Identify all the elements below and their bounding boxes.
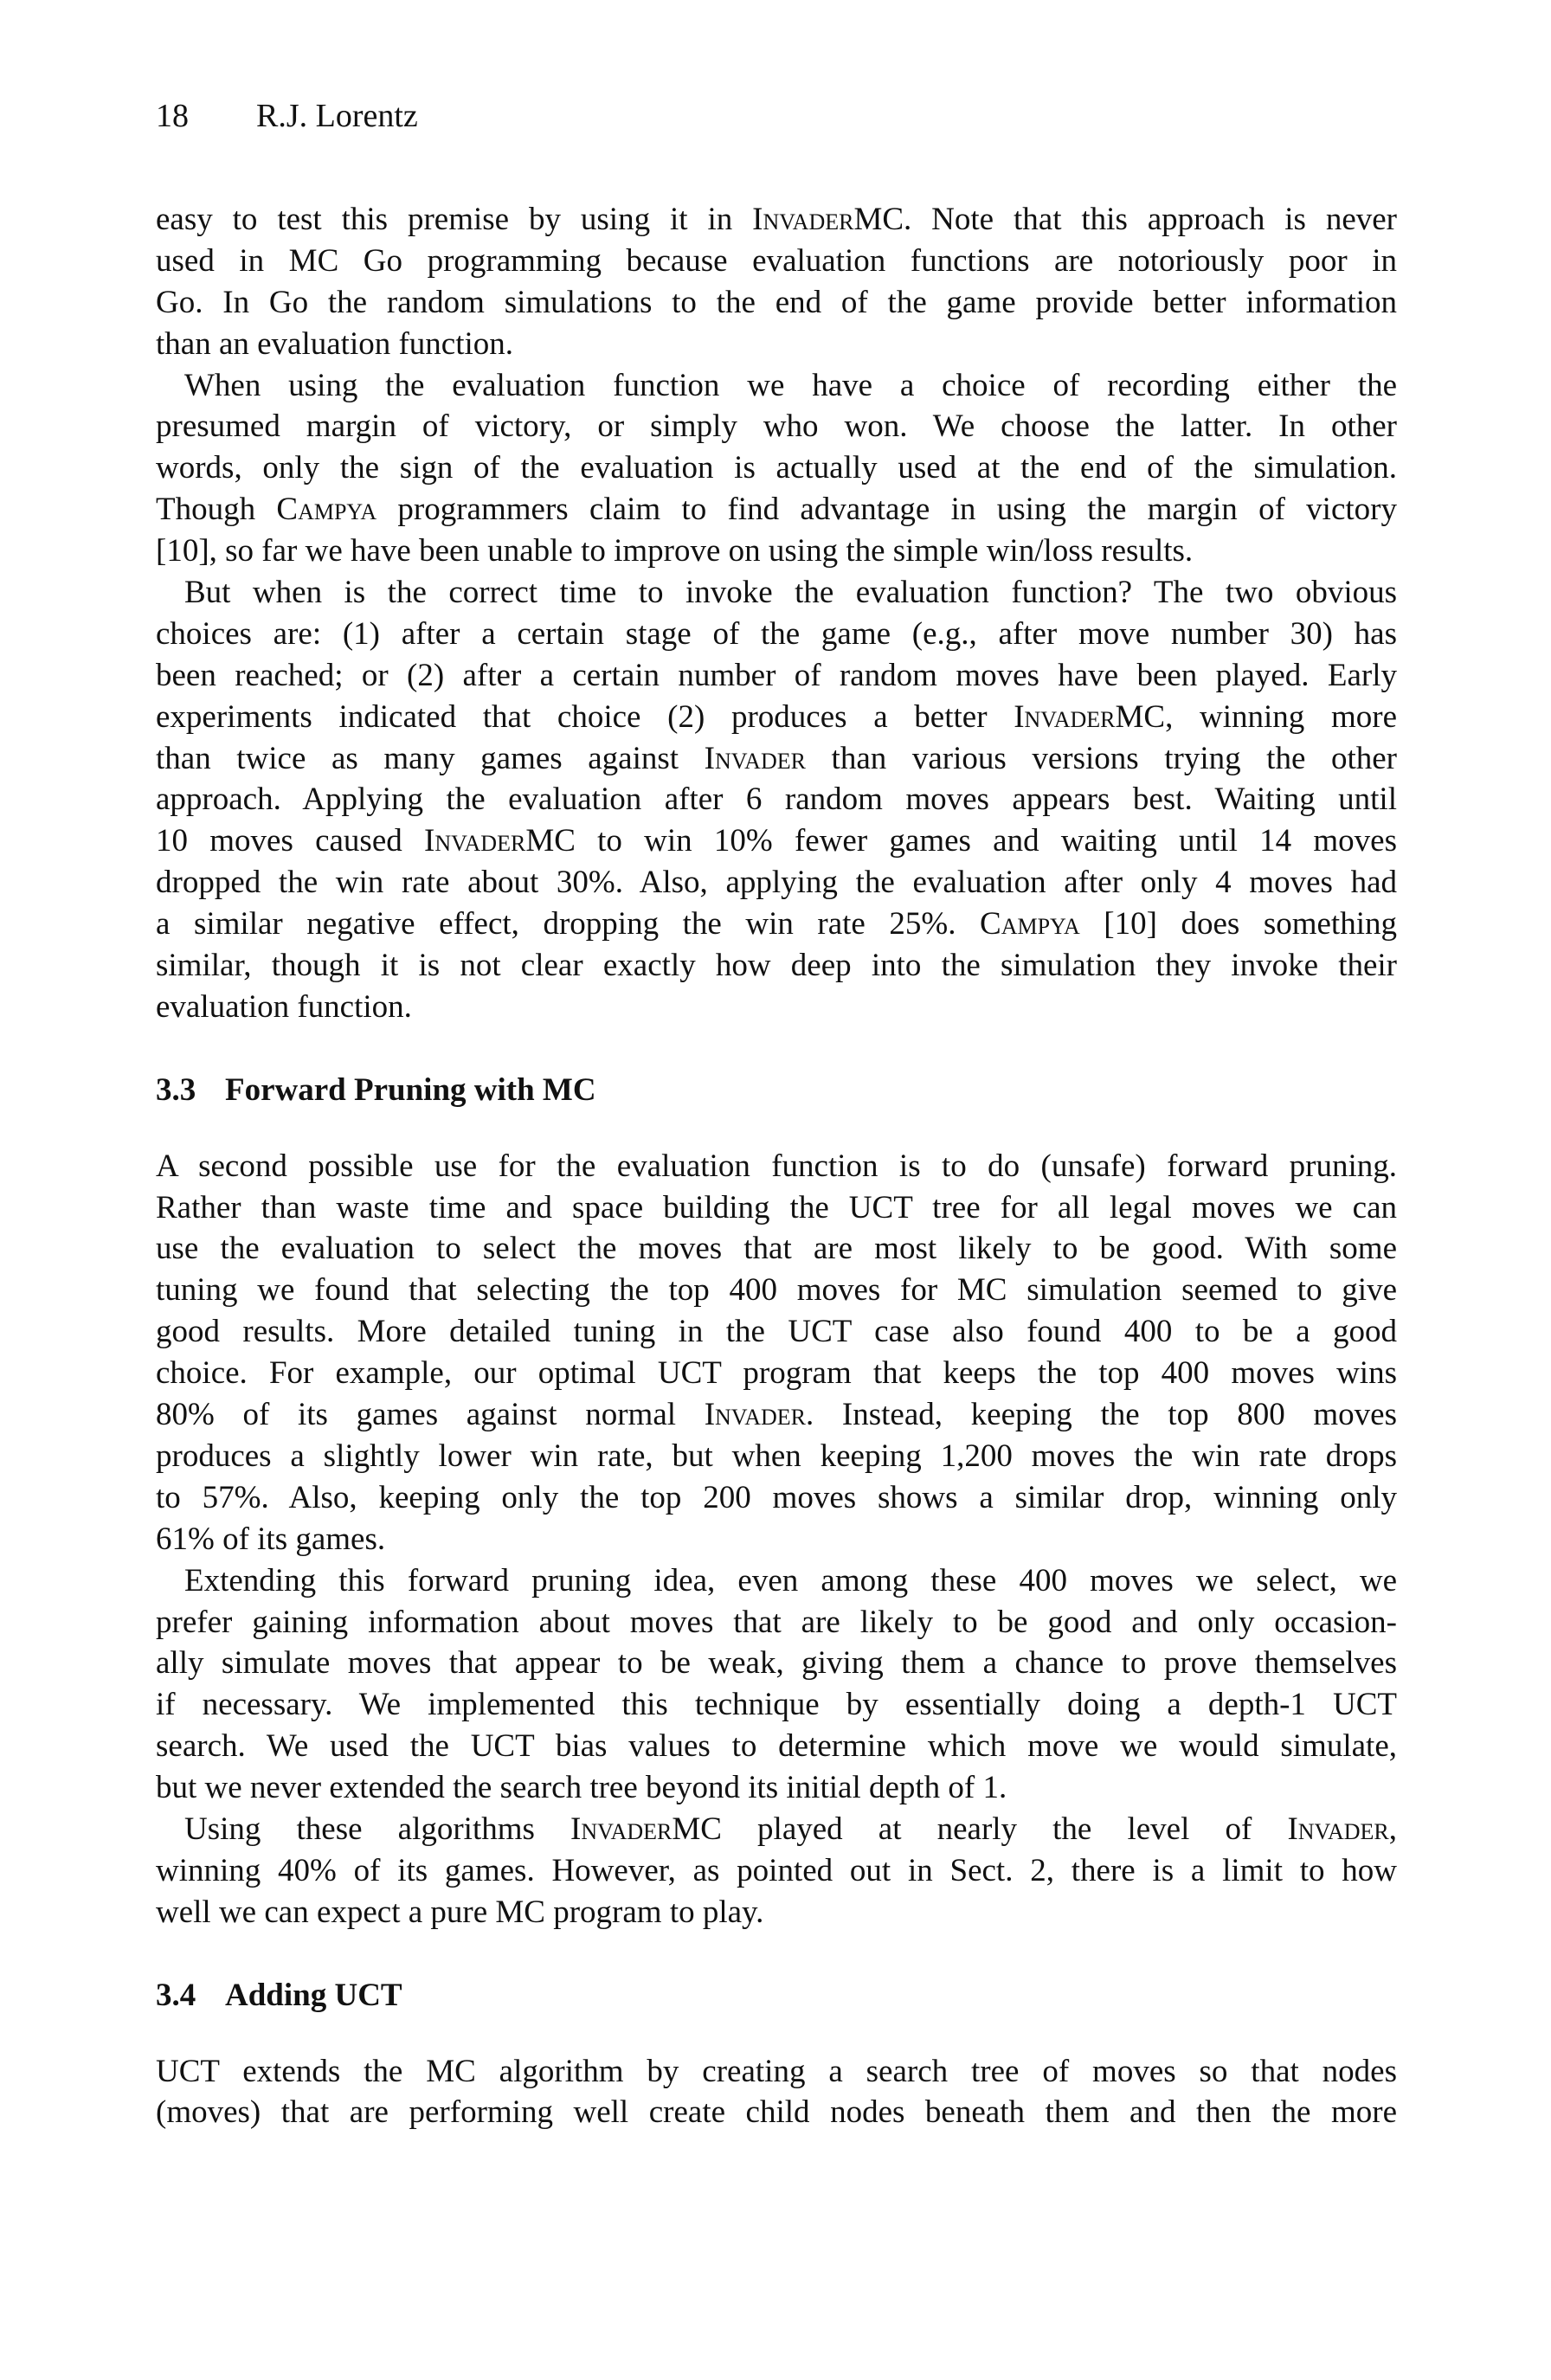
text-line: [10], so far we have been unable to improve on using the simple win/loss results.: [156, 533, 1194, 569]
text-line: A second possible use for the evaluation function is to do (unsafe) forward pruning.: [156, 1148, 1397, 1184]
text-line: used in MC Go programming because evaluation functions are notoriously poor in: [156, 242, 1397, 279]
text-line: winning 40% of its games. However, as pointed out in Sect. 2, there is a limit to how: [156, 1852, 1397, 1888]
text-line: When using the evaluation function we have a choice of recording either the: [184, 367, 1397, 403]
section-number: 3.3: [156, 1071, 196, 1108]
text-line: Go. In Go the random simulations to the end of the game provide better information: [156, 284, 1397, 320]
text-line: to 57%. Also, keeping only the top 200 moves shows a similar drop, winning only: [156, 1479, 1397, 1515]
text-line: But when is the correct time to invoke the evaluation function? The two obvious: [184, 575, 1397, 611]
running-author: R.J. Lorentz: [256, 98, 418, 134]
text-line: than an evaluation function.: [156, 325, 514, 362]
text-line: been reached; or (2) after a certain number of random moves have been played. Early: [156, 657, 1397, 693]
section-number: 3.4: [156, 1977, 196, 2013]
text-line: words, only the sign of the evaluation is actually used at the end of the simulation.: [156, 450, 1397, 486]
text-line: well we can expect a pure MC program to play.: [156, 1894, 764, 1930]
text-line: Extending this forward pruning idea, even among these 400 moves we select, we: [184, 1562, 1397, 1598]
text-line: prefer gaining information about moves that are likely to be good and only occasion-: [156, 1604, 1397, 1640]
section-heading: [156, 1975, 1397, 2017]
text-line: search. We used the UCT bias values to determine which move we would simulate,: [156, 1728, 1397, 1765]
paragraph: [156, 2051, 1397, 2134]
text-line: tuning we found that selecting the top 400 moves for MC simulation seemed to give: [156, 1272, 1397, 1309]
paragraph: [156, 1809, 1397, 1933]
text-line: 80% of its games against normal Invader. Instead, keeping the top 800 moves: [156, 1397, 1397, 1433]
text-line: choices are: (1) after a certain stage of the game (e.g., after move number 30) has: [156, 615, 1397, 652]
text-line: approach. Applying the evaluation after 6 random moves appears best. Waiting until: [156, 782, 1397, 818]
text-line: UCT extends the MC algorithm by creating a search tree of moves so that nodes: [156, 2053, 1397, 2089]
text-line: ally simulate moves that appear to be weak, giving them a chance to prove themselves: [156, 1645, 1397, 1682]
text-line: Rather than waste time and space building the UCT tree for all legal moves we can: [156, 1189, 1397, 1225]
text-line: presumed margin of victory, or simply who won. We choose the latter. In other: [156, 408, 1397, 445]
text-line: 10 moves caused InvaderMC to win 10% fewer games and waiting until 14 moves: [156, 823, 1397, 859]
text-line: similar, though it is not clear exactly how deep into the simulation they invoke their: [156, 948, 1397, 984]
page-number: 18: [156, 98, 189, 134]
section-title: Adding UCT: [225, 1977, 402, 2013]
paragraph: [156, 199, 1397, 365]
text-line: Though Campya programmers claim to find advantage in using the margin of victory: [156, 492, 1397, 528]
text-line: a similar negative effect, dropping the win rate 25%. Campya [10] does something: [156, 906, 1397, 942]
paragraph: [156, 365, 1397, 572]
section-title: Forward Pruning with MC: [225, 1071, 596, 1108]
text-line: choice. For example, our optimal UCT program that keeps the top 400 moves wins: [156, 1355, 1397, 1392]
paragraph: [156, 1560, 1397, 1809]
text-line: produces a slightly lower win rate, but when keeping 1,200 moves the win rate drops: [156, 1438, 1397, 1474]
text-line: easy to test this premise by using it in InvaderMC. Note that this approach is never: [156, 202, 1397, 237]
page-body: [156, 199, 1397, 2133]
text-line: dropped the win rate about 30%. Also, applying the evaluation after only 4 moves had: [156, 865, 1397, 901]
text-line: evaluation function.: [156, 988, 412, 1025]
text-line: Using these algorithms InvaderMC played at nearly the level of Invader,: [184, 1811, 1397, 1847]
text-line: 61% of its games.: [156, 1521, 386, 1557]
paragraph: [156, 1146, 1397, 1560]
text-line: experiments indicated that choice (2) produces a better InvaderMC, winning more: [156, 698, 1397, 735]
text-line: use the evaluation to select the moves that are most likely to be good. With some: [156, 1231, 1397, 1267]
section-heading: [156, 1070, 1397, 1111]
text-line: than twice as many games against Invader than various versions trying the other: [156, 740, 1397, 776]
text-line: good results. More detailed tuning in the UCT case also found 400 to be a good: [156, 1314, 1397, 1350]
text-line: if necessary. We implemented this technique by essentially doing a depth-1 UCT: [156, 1687, 1397, 1723]
paragraph: [156, 572, 1397, 1028]
text-line: (moves) that are performing well create child nodes beneath them and then the more: [156, 2094, 1397, 2131]
text-line: but we never extended the search tree beyond its initial depth of 1.: [156, 1770, 1007, 1806]
